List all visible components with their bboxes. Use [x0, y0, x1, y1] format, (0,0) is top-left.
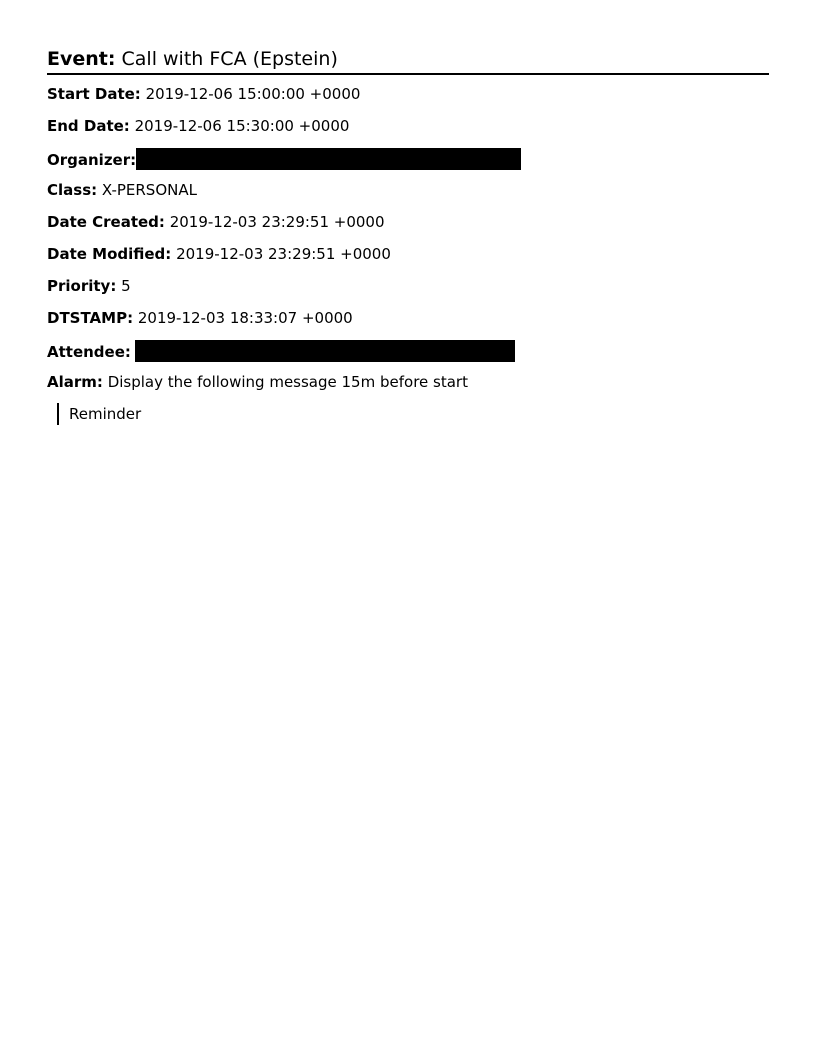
dtstamp-row — [47, 308, 769, 328]
dtstamp-label: DTSTAMP: — [47, 309, 134, 327]
start-date-value: 2019-12-06 15:00:00 +0000 — [145, 85, 361, 103]
end-date-row — [47, 116, 769, 136]
alarm-row — [47, 372, 769, 392]
class-value: X-PERSONAL — [101, 181, 197, 199]
start-date-row — [47, 84, 769, 104]
alarm-label: Alarm: — [47, 373, 103, 391]
start-date-label: Start Date: — [47, 85, 141, 103]
event-title-value: Call with FCA (Epstein) — [121, 48, 338, 70]
attendee-row — [47, 340, 769, 360]
date-modified-label: Date Modified: — [47, 245, 172, 263]
priority-label: Priority: — [47, 277, 117, 295]
alarm-message-quote — [57, 403, 769, 425]
date-modified-row — [47, 244, 769, 264]
event-title — [47, 46, 769, 75]
priority-row — [47, 276, 769, 296]
date-modified-value: 2019-12-03 23:29:51 +0000 — [176, 245, 391, 263]
date-created-label: Date Created: — [47, 213, 165, 231]
class-label: Class: — [47, 181, 98, 199]
event-label: Event: — [47, 48, 116, 70]
organizer-redaction-bar — [136, 148, 521, 170]
organizer-row — [47, 148, 769, 168]
organizer-label: Organizer: — [47, 151, 137, 169]
alarm-value: Display the following message 15m before start — [107, 373, 468, 391]
attendee-redaction-bar — [135, 340, 515, 362]
date-created-value: 2019-12-03 23:29:51 +0000 — [169, 213, 385, 231]
attendee-label: Attendee: — [47, 343, 131, 361]
end-date-label: End Date: — [47, 117, 130, 135]
priority-value: 5 — [121, 277, 131, 295]
calendar-event-document — [47, 46, 769, 425]
date-created-row — [47, 212, 769, 232]
dtstamp-value: 2019-12-03 18:33:07 +0000 — [137, 309, 353, 327]
alarm-message: Reminder — [69, 405, 142, 423]
class-row — [47, 180, 769, 200]
end-date-value: 2019-12-06 15:30:00 +0000 — [134, 117, 350, 135]
